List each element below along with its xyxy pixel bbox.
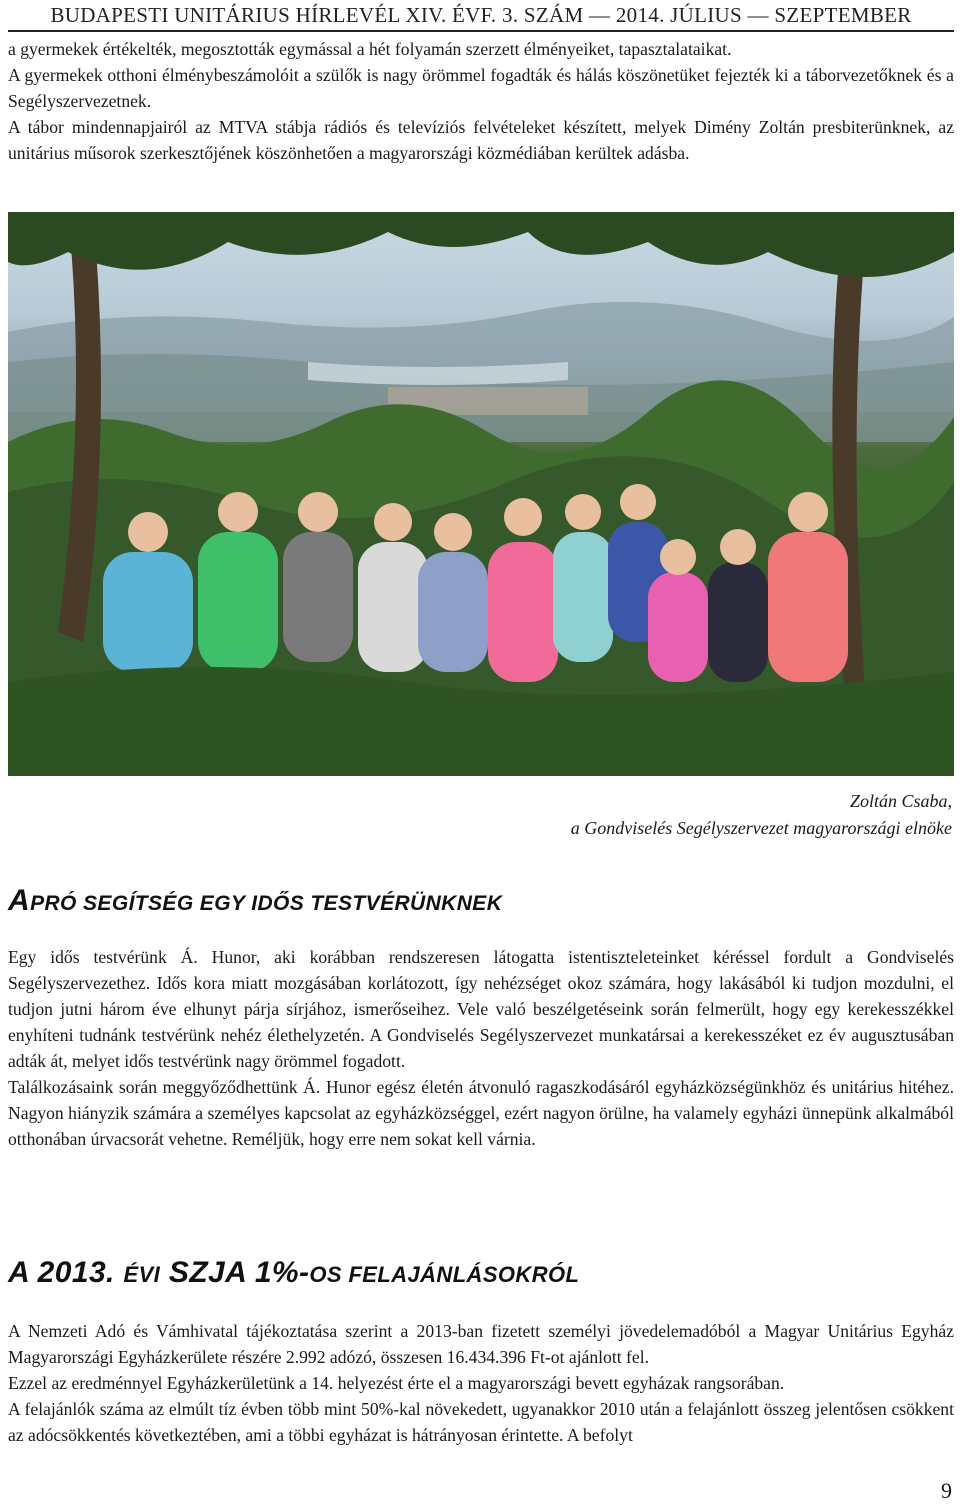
section2-heading-part3: SZJA 1%- [160,1256,310,1289]
page-number: 9 [941,1478,952,1503]
group-photo-drawing [8,212,954,776]
intro-paragraph-3: A tábor mindennapjairól az MTVA stábja rádiós és televíziós felvételeket készített, melyek Dimény Zoltán presbiterünknek, az unitárius műsorok szerkesztőjének köszönhetően a magyarországi közmédiában kerültek adásba. [8,117,954,163]
caption-role: a Gondviselés Segélyszervezet magyarországi elnöke [570,818,952,838]
photo-caption [252,788,952,842]
section2-heading-part2: ÉVI [123,1262,161,1287]
section2-paragraph-3: A felajánlók száma az elmúlt tíz évben több mint 50%-kal növekedett, ugyanakkor 2010 után a felajánlott összeg jelentősen csökkent az adócsökkentés következtében, ami a többi egyházat is hátrányosan érintette. A befolyt [8,1399,954,1445]
section1-paragraph-1: Egy idős testvérünk Á. Hunor, aki korábban rendszeresen látogatta istentiszteleteinket kéréssel fordult a Gondviselés Segélyszervezethez. Idős kora miatt mozgásában korlátozott, így nehézséget okoz számára, hogy lakásából ki tudjon mozdulni, el tudjon jutni három éve elhunyt párja sírjához, ismerőseihez. Vele való beszélgetéseink során felmerült, hogy egy kerekesszékkel enyhíteni tudnánk testvérünk nehéz élethelyzetén. A Gondviselés Segélyszervezet munkatársai a kerekesszéket ez év augusztusában adták át, melyet idős testvérünk nagy örömmel fogadott. [8,947,954,1071]
section2-heading [8,1256,579,1290]
section1-paragraph-2: Találkozásaink során meggyőződhettünk Á. Hunor egész életén átvonuló ragaszkodásáról egyházközségünkhöz és unitárius hitéhez. Nagyon hiányzik számára a személyes kapcsolat az egyházközséggel, ezért nagyon örülne, ha valamely egyházi ünnepünk alkalmából otthonában úrvacsorát vehetne. Reméljük, hogy erre nem sokat kell várnia. [8,1077,954,1149]
caption-name: Zoltán Csaba, [849,791,952,811]
section1-heading [8,884,502,918]
section1-heading-initial: A [8,884,31,917]
page-header: BUDAPESTI UNITÁRIUS HÍRLEVÉL XIV. ÉVF. 3. SZÁM — 2014. JÚLIUS — SZEPTEMBER [8,0,954,32]
intro-paragraph-1: a gyermekek értékelték, megosztották egymással a hét folyamán szerzett élményeiket, tapasztalataikat. [8,39,732,59]
section1-text [8,944,954,1152]
section2-heading-part1: A 2013. [8,1256,124,1289]
section1-heading-rest: PRÓ SEGÍTSÉG EGY IDŐS TESTVÉRÜNKNEK [30,892,503,915]
section2-paragraph-2: Ezzel az eredménnyel Egyházkerületünk a 14. helyezést érte el a magyarországi bevett egyházak rangsorában. [8,1373,785,1393]
section2-paragraph-1: A Nemzeti Adó és Vámhivatal tájékoztatása szerint a 2013-ban fizetett személyi jövedelemadóból a Magyar Unitárius Egyház Magyarországi Egyházkerülete részére 2.992 adózó, összesen 16.434.396 Ft-ot ajánlott fel. [8,1321,954,1367]
intro-paragraph-2: A gyermekek otthoni élménybeszámolóit a szülők is nagy örömmel fogadták és hálás köszönetüket fejezték ki a táborvezetőknek és a Segélyszervezetnek. [8,65,954,111]
section2-heading-part4: OS FELAJÁNLÁSOKRÓL [309,1262,580,1287]
group-photo [8,212,954,776]
section2-text [8,1318,954,1448]
intro-text [8,36,954,166]
